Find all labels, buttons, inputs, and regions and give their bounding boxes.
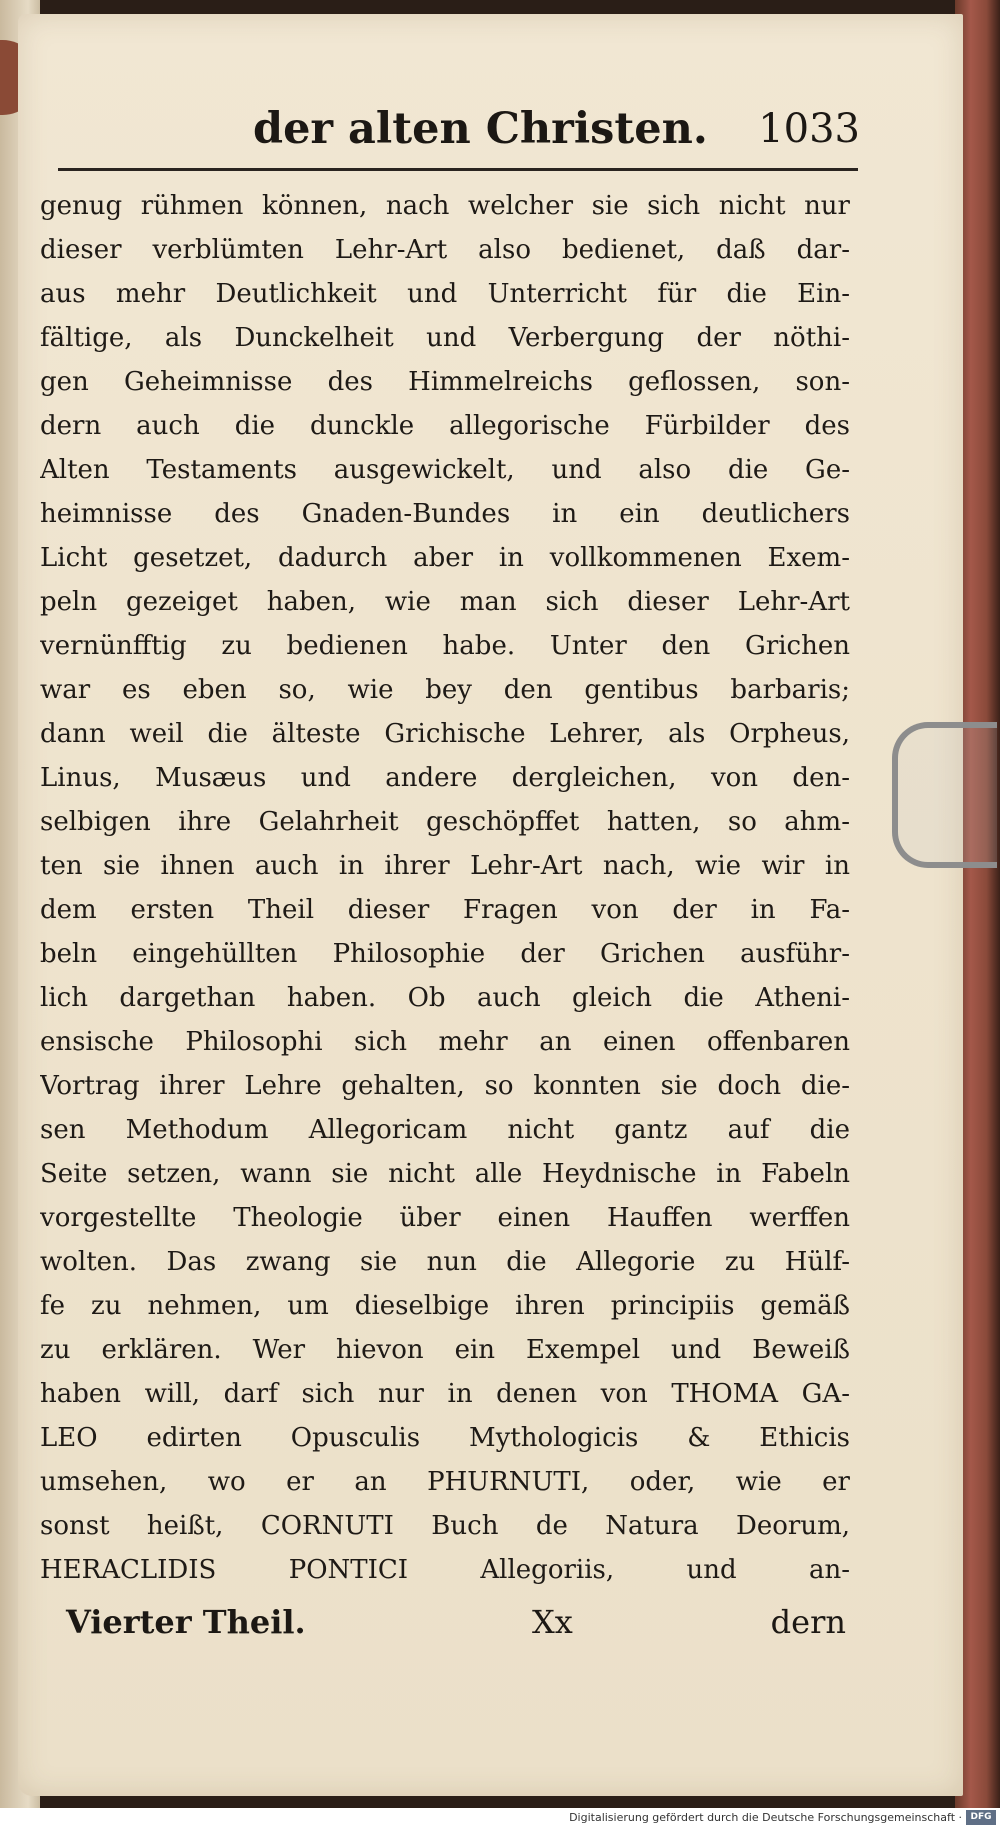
dfg-logo-icon: DFG xyxy=(966,1810,996,1825)
text-line: dem ersten Theil dieser Fragen von der in Fa- xyxy=(40,895,850,925)
running-head xyxy=(60,104,860,164)
text-line: fältige, als Dunckelheit und Verbergung der nöthi- xyxy=(40,323,850,353)
page-number: 1033 xyxy=(758,106,860,152)
text-line: Licht gesetzet, dadurch aber in vollkommenen Exem- xyxy=(40,543,850,573)
text-line: Linus, Musæus und andere dergleichen, von den- xyxy=(40,763,850,793)
text-line: Vortrag ihrer Lehre gehalten, so konnten sie doch die- xyxy=(40,1071,850,1101)
text-line: aus mehr Deutlichkeit und Unterricht für die Ein- xyxy=(40,279,850,309)
text-line: LEO edirten Opusculis Mythologicis & Ethicis xyxy=(40,1423,850,1453)
book-page xyxy=(18,14,963,1796)
funding-credit: Digitalisierung gefördert durch die Deutsche Forschungsgemeinschaft · xyxy=(569,1811,962,1824)
text-line: fe zu nehmen, um dieselbige ihren principiis gemäß xyxy=(40,1291,850,1321)
text-line: sonst heißt, CORNUTI Buch de Natura Deorum, xyxy=(40,1511,850,1541)
part-signature: Vierter Theil. xyxy=(66,1603,306,1641)
text-line: wolten. Das zwang sie nun die Allegorie zu Hülf- xyxy=(40,1247,850,1277)
text-line: zu erklären. Wer hievon ein Exempel und Beweiß xyxy=(40,1335,850,1365)
text-line: vernünfftig zu bedienen habe. Unter den Grichen xyxy=(40,631,850,661)
catchline xyxy=(66,1603,846,1653)
footer-bar xyxy=(0,1808,1000,1828)
text-line: umsehen, wo er an PHURNUTI, oder, wie er xyxy=(40,1467,850,1497)
running-head-title: der alten Christen. xyxy=(253,104,708,154)
page-clip xyxy=(892,722,997,868)
text-line: Seite setzen, wann sie nicht alle Heydnische in Fabeln xyxy=(40,1159,850,1189)
text-line: haben will, darf sich nur in denen von THOMA GA- xyxy=(40,1379,850,1409)
text-line: ten sie ihnen auch in ihrer Lehr-Art nach, wie wir in xyxy=(40,851,850,881)
text-line: heimnisse des Gnaden-Bundes in ein deutlichers xyxy=(40,499,850,529)
text-line: dann weil die älteste Grichische Lehrer, als Orpheus, xyxy=(40,719,850,749)
header-rule xyxy=(58,168,858,171)
text-line: selbigen ihre Gelahrheit geschöpffet hatten, so ahm- xyxy=(40,807,850,837)
text-line: ensische Philosophi sich mehr an einen offenbaren xyxy=(40,1027,850,1057)
text-line: Alten Testaments ausgewickelt, und also die Ge- xyxy=(40,455,850,485)
text-line: sen Methodum Allegoricam nicht gantz auf die xyxy=(40,1115,850,1145)
text-line: peln gezeiget haben, wie man sich dieser Lehr-Art xyxy=(40,587,850,617)
text-line: vorgestellte Theologie über einen Hauffen werffen xyxy=(40,1203,850,1233)
text-line: dern auch die dunckle allegorische Fürbilder des xyxy=(40,411,850,441)
sheet-mark: Xx xyxy=(532,1603,573,1641)
text-line: HERACLIDIS PONTICI Allegoriis, und an- xyxy=(40,1555,850,1585)
text-line: lich dargethan haben. Ob auch gleich die Atheni- xyxy=(40,983,850,1013)
text-line: gen Geheimnisse des Himmelreichs geflossen, son- xyxy=(40,367,850,397)
text-line: dieser verblümten Lehr-Art also bedienet, daß dar- xyxy=(40,235,850,265)
text-line: war es eben so, wie bey den gentibus barbaris; xyxy=(40,675,850,705)
text-line: beln eingehüllten Philosophie der Grichen ausführ- xyxy=(40,939,850,969)
text-line: genug rühmen können, nach welcher sie sich nicht nur xyxy=(40,191,850,221)
catchword: dern xyxy=(770,1603,846,1641)
body-text xyxy=(40,184,850,1592)
